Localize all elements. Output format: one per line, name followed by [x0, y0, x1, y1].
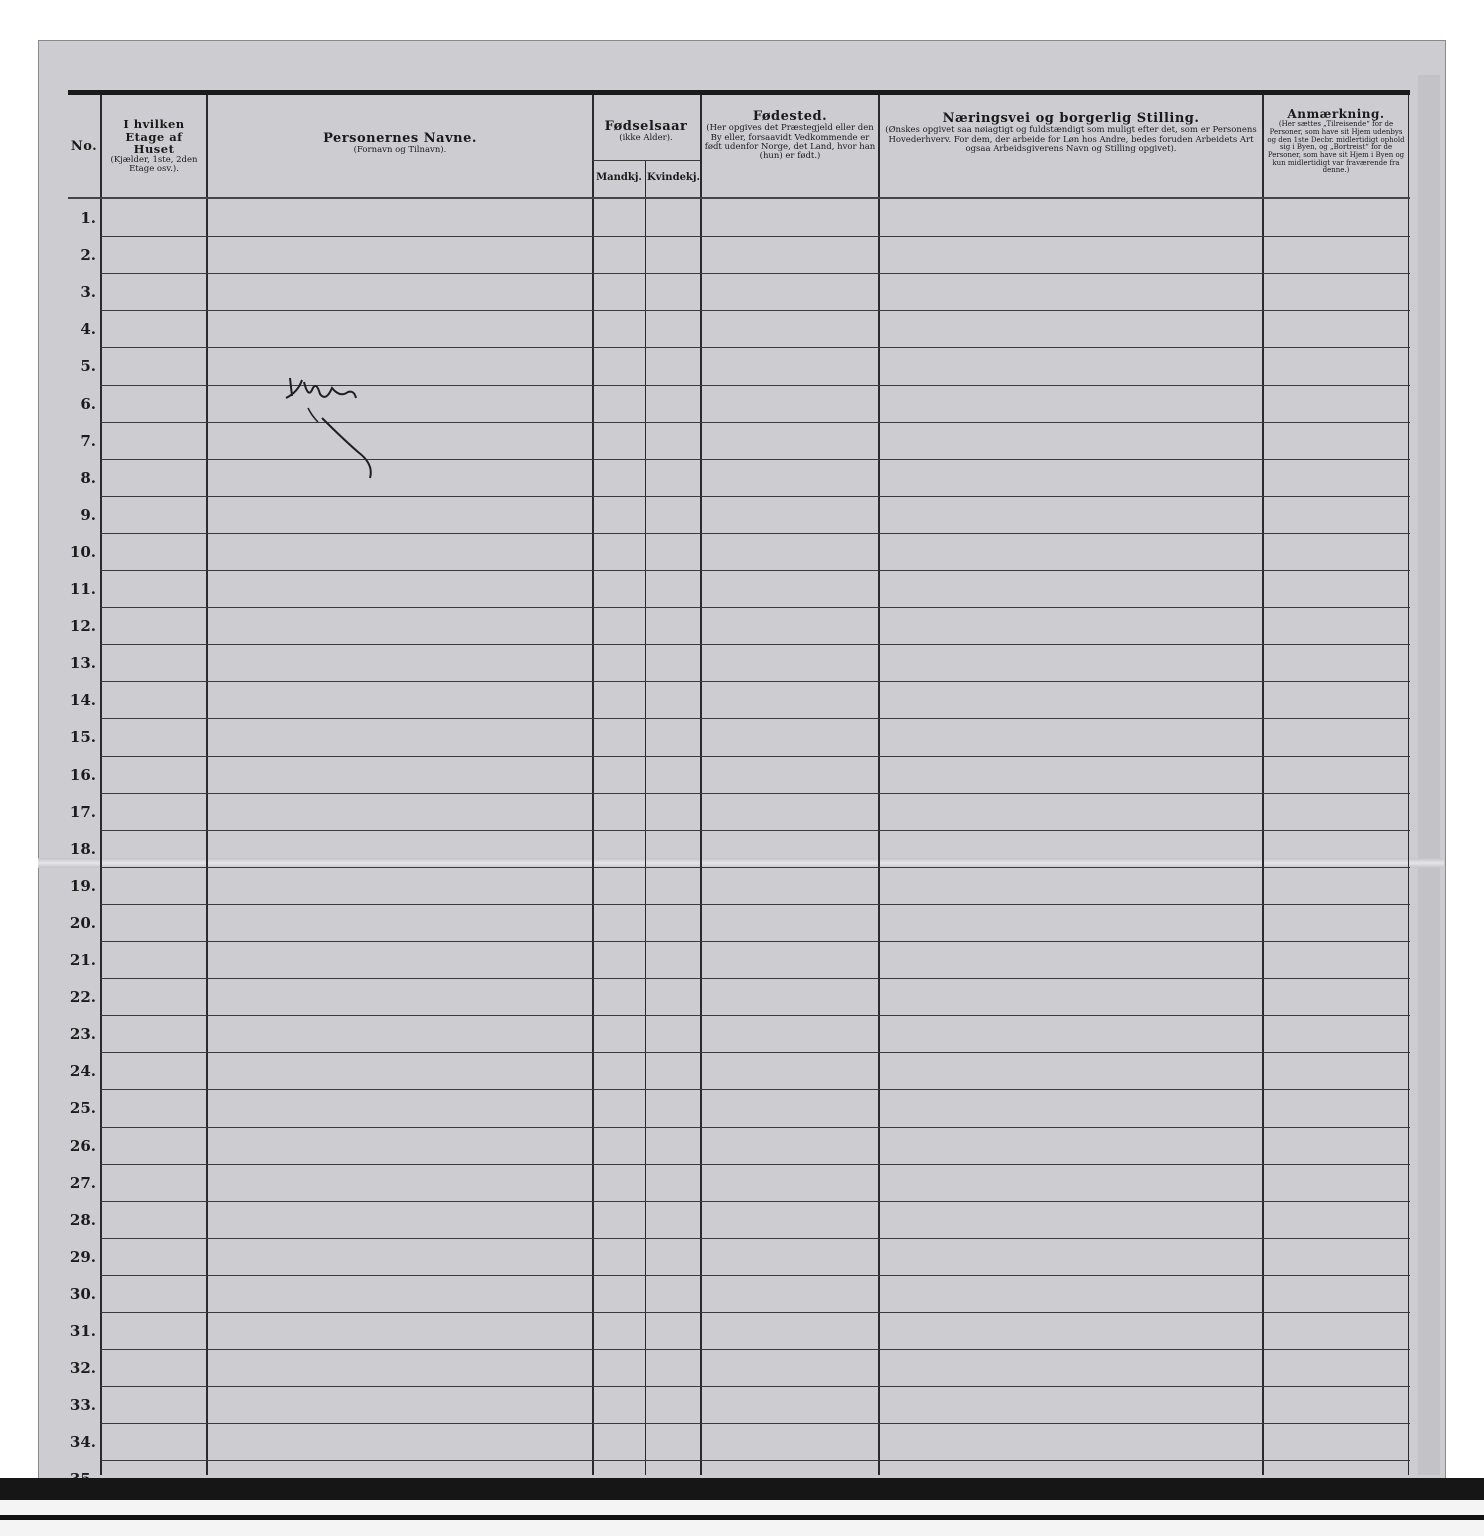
row-rule — [100, 978, 1410, 979]
row-number: 17. — [69, 802, 96, 821]
header-naering — [884, 112, 1258, 154]
header-mandkj — [594, 172, 644, 183]
col-divider — [878, 95, 880, 1475]
handwritten-scribble-icon — [282, 368, 382, 484]
row-rule — [100, 1460, 1410, 1461]
row-rule — [100, 533, 1410, 534]
header-etage-note: (Kjælder, 1ste, 2den Etage osv.). — [110, 154, 198, 175]
row-rule — [100, 1015, 1410, 1016]
row-rule — [100, 347, 1410, 348]
row-rule — [100, 570, 1410, 571]
row-rule — [100, 1312, 1410, 1313]
row-rule — [100, 756, 1410, 757]
row-number: 19. — [69, 876, 96, 895]
header-mandkj-label: Mandkj. — [596, 172, 642, 183]
header-naering-title: Næringsvei og borgerlig Stilling. — [942, 111, 1200, 126]
col-divider — [1262, 95, 1264, 1475]
row-rule — [100, 496, 1410, 497]
top-rule — [68, 90, 1410, 95]
row-number: 30. — [69, 1284, 96, 1303]
page-edge — [1418, 75, 1440, 1475]
row-rule — [100, 793, 1410, 794]
row-number: 28. — [69, 1210, 96, 1229]
row-rule — [100, 867, 1410, 868]
census-form-page — [38, 40, 1446, 1480]
row-rule — [100, 236, 1410, 237]
row-number: 1. — [80, 209, 96, 227]
row-number: 25. — [69, 1099, 96, 1118]
header-anmaerkning-title: Anmærkning. — [1287, 107, 1385, 121]
scan-frame-rule — [0, 1515, 1484, 1520]
row-rule — [100, 1349, 1410, 1350]
col-divider — [206, 95, 208, 1475]
header-fodested-note: (Her opgives det Præstegjeld eller den By eller, forsaavidt Vedkommende er født udenfor Norge, det Land, hvor han (hun) er født.) — [704, 123, 876, 162]
col-divider — [592, 95, 594, 1475]
header-etage-title: I hvilken Etage af Huset — [123, 117, 185, 157]
row-number: 12. — [69, 617, 96, 636]
row-number: 20. — [69, 913, 96, 932]
row-rule — [100, 718, 1410, 719]
row-number: 33. — [69, 1396, 96, 1415]
row-number: 6. — [80, 394, 96, 413]
row-number: 9. — [80, 505, 96, 524]
col-divider — [645, 160, 646, 1475]
row-number: 32. — [69, 1359, 96, 1378]
row-number: 13. — [69, 654, 96, 673]
row-rule — [100, 273, 1410, 274]
row-number: 22. — [69, 988, 96, 1007]
row-rule — [100, 1127, 1410, 1128]
row-number: 34. — [69, 1433, 96, 1452]
row-rule — [100, 1423, 1410, 1424]
row-number: 3. — [80, 283, 96, 302]
col-divider — [100, 95, 102, 1475]
scan-frame-bottom — [0, 1478, 1484, 1500]
row-number: 10. — [69, 542, 96, 561]
header-navne-note: (Fornavn og Tilnavn). — [353, 145, 447, 156]
row-number: 24. — [69, 1062, 96, 1081]
header-etage — [104, 118, 204, 175]
row-rule — [100, 1164, 1410, 1165]
header-bottom-rule — [68, 197, 1410, 199]
row-number: 23. — [69, 1025, 96, 1044]
row-number: 4. — [80, 320, 96, 339]
row-number: 7. — [80, 431, 96, 450]
header-anmaerkning-note: (Her sættes „Tilreisende“ for de Personer, som have sit Hjem udenbys og den 1ste Decbr. midlertidigt ophold sig i Byen, og „Bortreist“ for de Personer, som have sit Hjem i Byen og kun midlertidigt var fraværende fra denne.) — [1267, 120, 1405, 175]
header-fodested — [704, 110, 876, 162]
row-rule — [100, 644, 1410, 645]
header-kvindekj — [647, 172, 699, 183]
header-navne — [210, 132, 590, 156]
row-rule — [100, 941, 1410, 942]
row-rule — [100, 607, 1410, 608]
row-number: 29. — [69, 1247, 96, 1266]
row-number: 16. — [69, 765, 96, 784]
header-kvindekj-label: Kvindekj. — [647, 172, 700, 183]
header-fodselsaar-title: Fødselsaar — [604, 119, 688, 134]
col-divider — [1408, 95, 1409, 1475]
header-no-label: No. — [70, 139, 98, 154]
row-number: 11. — [69, 580, 96, 598]
header-navne-title: Personernes Navne. — [323, 131, 477, 146]
row-rule — [100, 904, 1410, 905]
row-rule — [100, 681, 1410, 682]
row-rule — [100, 1238, 1410, 1239]
row-rule — [100, 1386, 1410, 1387]
row-rule — [100, 1201, 1410, 1202]
row-number: 14. — [69, 691, 96, 710]
header-no — [68, 140, 100, 154]
row-number: 18. — [69, 839, 96, 858]
row-number: 5. — [80, 357, 96, 376]
header-anmaerkning — [1266, 108, 1406, 175]
row-number: 8. — [80, 468, 96, 487]
header-fodested-title: Fødested. — [752, 109, 828, 124]
header-fodselsaar — [594, 120, 698, 144]
row-number: 27. — [69, 1173, 96, 1192]
row-rule — [100, 830, 1410, 831]
row-number: 31. — [69, 1322, 96, 1340]
row-rule — [100, 1089, 1410, 1090]
row-number: 15. — [69, 728, 96, 747]
header-subrule — [592, 160, 700, 161]
row-rule — [100, 310, 1410, 311]
row-rule — [100, 1052, 1410, 1053]
row-number: 26. — [69, 1136, 96, 1155]
row-rule — [100, 1275, 1410, 1276]
row-number: 2. — [80, 246, 96, 265]
header-fodselsaar-note: (ikke Alder). — [619, 133, 673, 144]
col-divider — [700, 95, 702, 1475]
row-number: 21. — [69, 951, 96, 969]
header-naering-note: (Ønskes opgivet saa nøiagtigt og fuldstændigt som muligt efter det, som er Personens Hovederhverv. For dem, der arbeide for Løn hos Andre, bedes foruden Arbeidets Art ogsaa Arbeidsgiverens Navn og Stilling opgivet). — [885, 125, 1257, 154]
